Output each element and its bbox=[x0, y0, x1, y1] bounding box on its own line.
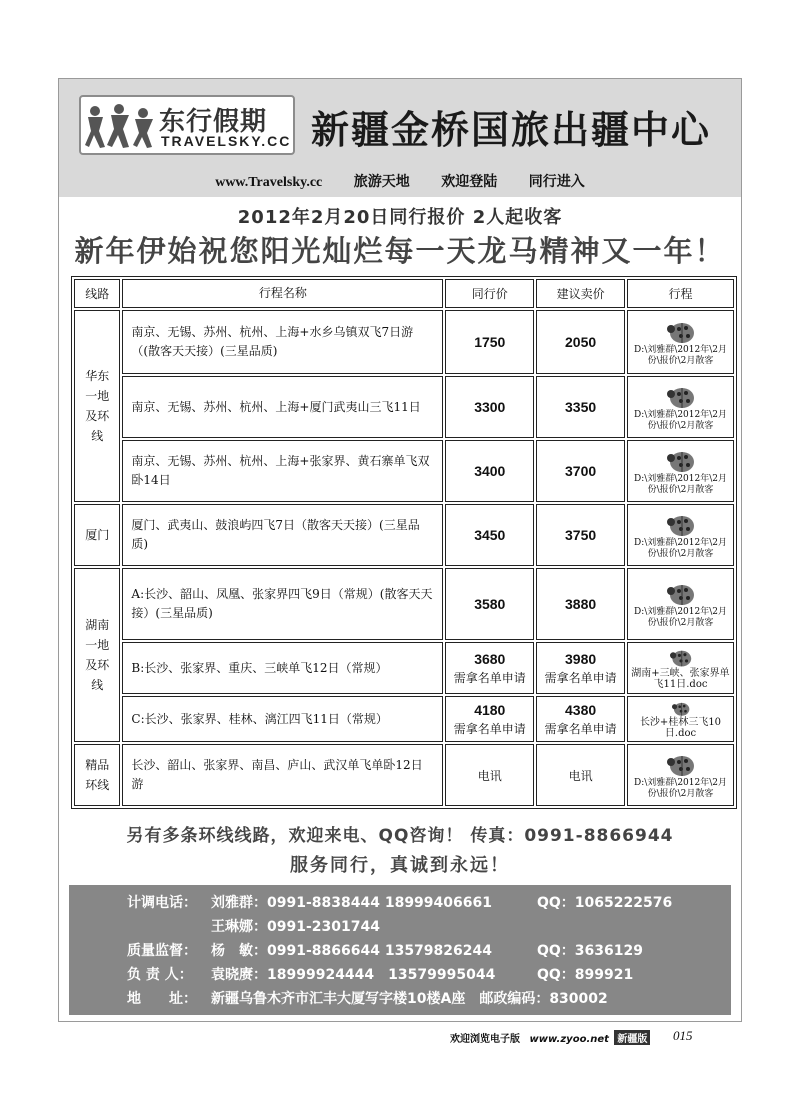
group-label-text: 华东一地及环线 bbox=[85, 369, 110, 443]
group-label-text: 湖南一地及环线 bbox=[85, 618, 110, 692]
itinerary-file-link[interactable] bbox=[627, 310, 734, 374]
itinerary-name: 长沙、韶山、张家界、南昌、庐山、武汉单飞单卧12日游 bbox=[122, 744, 443, 806]
ladybug-file-icon bbox=[670, 699, 692, 717]
header bbox=[59, 79, 741, 197]
nav-peer-entry-link[interactable]: 同行进入 bbox=[528, 175, 585, 190]
organization-title: 新疆金桥国旅出疆中心 bbox=[311, 108, 712, 152]
itinerary-name: 南京、无锡、苏州、杭州、上海+水乡乌镇双飞7日游（(散客天天接）(三星品质) bbox=[122, 310, 443, 374]
nav-travel-world-link[interactable]: 旅游天地 bbox=[353, 175, 410, 190]
retail-price bbox=[536, 568, 625, 640]
contact-qq: QQ：899921 bbox=[537, 967, 634, 983]
table-row bbox=[74, 642, 734, 694]
header-route: 线路 bbox=[74, 279, 120, 308]
itinerary-file-path: D:\刘雅群\2012年\2月份\报价\2月散客 bbox=[634, 607, 727, 628]
footer-url-link[interactable]: www.zyoo.net bbox=[529, 1034, 609, 1045]
peer-price-value: 3400 bbox=[474, 463, 506, 479]
itinerary-name: 厦门、武夷山、鼓浪屿四飞7日（散客天天接）(三星品质) bbox=[122, 504, 443, 566]
nav-login-link[interactable]: 欢迎登陆 bbox=[441, 175, 498, 190]
retail-price bbox=[536, 310, 625, 374]
ladybug-file-icon bbox=[666, 382, 696, 410]
contact-value: 王琳娜：0991-2301744 bbox=[211, 919, 380, 935]
header-peer-price: 同行价 bbox=[445, 279, 534, 308]
retail-price bbox=[536, 504, 625, 566]
peer-price-value: 3450 bbox=[474, 527, 506, 543]
group-label-east-china bbox=[74, 310, 120, 502]
retail-price bbox=[536, 744, 625, 806]
peer-price bbox=[445, 696, 534, 742]
contact-value: 新疆乌鲁木齐市汇丰大厦写字楼10楼A座 邮政编码：830002 bbox=[211, 991, 608, 1007]
page-number: 015 bbox=[673, 1028, 693, 1043]
group-label-text: 精品环线 bbox=[85, 758, 110, 792]
group-label-hunan bbox=[74, 568, 120, 742]
page-frame bbox=[58, 78, 742, 1022]
peer-price-value: 1750 bbox=[474, 334, 506, 350]
price-table bbox=[71, 276, 737, 809]
contact-qq: QQ：3636129 bbox=[537, 943, 643, 959]
quote-date-heading: 2012年2月20日同行报价 2人起收客 bbox=[237, 207, 563, 228]
peer-price-value: 3680 bbox=[474, 650, 506, 667]
ladybug-file-icon bbox=[666, 579, 696, 607]
itinerary-file-path: 长沙+桂林三飞10日.doc bbox=[639, 717, 722, 739]
peer-price-note: 需拿名单申请 bbox=[453, 721, 526, 736]
group-label-xiamen: 厦门 bbox=[74, 504, 120, 566]
ladybug-file-icon bbox=[666, 446, 696, 474]
ladybug-file-icon bbox=[666, 750, 696, 778]
retail-price-value: 电讯 bbox=[568, 768, 593, 783]
peer-price bbox=[445, 568, 534, 640]
itinerary-file-link[interactable] bbox=[627, 642, 734, 694]
itinerary-file-path: D:\刘雅群\2012年\2月份\报价\2月散客 bbox=[634, 538, 727, 559]
contact-label: 负 责 人： bbox=[127, 967, 193, 983]
peer-price bbox=[445, 376, 534, 438]
logo-english-text: TRAVELSKY.CC bbox=[161, 133, 292, 149]
table-row bbox=[74, 376, 734, 438]
retail-price bbox=[536, 642, 625, 694]
peer-price-value: 3300 bbox=[474, 399, 506, 415]
itinerary-file-path: D:\刘雅群\2012年\2月份\报价\2月散客 bbox=[634, 345, 727, 366]
table-row bbox=[74, 440, 734, 502]
peer-price-value: 电讯 bbox=[477, 768, 502, 783]
travelers-logo-icon bbox=[85, 103, 157, 149]
itinerary-file-path: D:\刘雅群\2012年\2月份\报价\2月散客 bbox=[634, 410, 727, 431]
retail-price-value: 2050 bbox=[565, 334, 597, 350]
retail-price-value: 3980 bbox=[565, 650, 597, 667]
footer-edition-badge: 新疆版 bbox=[614, 1030, 650, 1045]
peer-price bbox=[445, 440, 534, 502]
retail-price-value: 3750 bbox=[565, 527, 597, 543]
peer-price-value: 4180 bbox=[474, 701, 506, 718]
itinerary-name: C:长沙、张家界、桂林、漓江四飞11日（常规） bbox=[122, 696, 443, 742]
retail-price-note: 需拿名单申请 bbox=[544, 670, 617, 685]
itinerary-name: A:长沙、韶山、凤凰、张家界四飞9日（常规）(散客天天接）(三星品质) bbox=[122, 568, 443, 640]
itinerary-file-path: D:\刘雅群\2012年\2月份\报价\2月散客 bbox=[634, 778, 727, 799]
header-itinerary-name: 行程名称 bbox=[122, 279, 443, 308]
itinerary-file-link[interactable] bbox=[627, 568, 734, 640]
itinerary-file-link[interactable] bbox=[627, 376, 734, 438]
peer-price-note: 需拿名单申请 bbox=[453, 670, 526, 685]
itinerary-file-path: 湖南+三峡、张家界单飞11日.doc bbox=[631, 668, 730, 690]
contact-label: 计调电话： bbox=[127, 895, 197, 911]
peer-price-value: 3580 bbox=[474, 596, 506, 612]
retail-price bbox=[536, 376, 625, 438]
contact-value: 杨 敏：0991-8866644 13579826244 bbox=[211, 943, 492, 959]
itinerary-file-link[interactable] bbox=[627, 696, 734, 742]
contact-label: 质量监督： bbox=[127, 943, 197, 959]
retail-price-value: 3880 bbox=[565, 596, 597, 612]
ladybug-file-icon bbox=[668, 646, 694, 668]
group-label-premium bbox=[74, 744, 120, 806]
contact-value: 袁晓赓：18999924444 13579995044 bbox=[211, 967, 496, 983]
logo-chinese-text: 东行假期 bbox=[159, 107, 268, 137]
slogan-heading: 新年伊始祝您阳光灿烂每一天龙马精神又一年！ bbox=[74, 234, 726, 268]
retail-price bbox=[536, 696, 625, 742]
retail-price-value: 3350 bbox=[565, 399, 597, 415]
retail-price-note: 需拿名单申请 bbox=[544, 721, 617, 736]
ladybug-file-icon bbox=[666, 317, 696, 345]
footer-text: 欢迎浏览电子版 bbox=[450, 1034, 520, 1045]
service-motto: 服务同行，真诚到永远！ bbox=[290, 855, 510, 876]
itinerary-name: 南京、无锡、苏州、杭州、上海+厦门武夷山三飞11日 bbox=[122, 376, 443, 438]
contact-qq: QQ：1065222576 bbox=[537, 895, 673, 911]
table-row bbox=[74, 504, 734, 566]
nav-bar bbox=[59, 169, 741, 197]
retail-price-value: 4380 bbox=[565, 701, 597, 718]
peer-price bbox=[445, 642, 534, 694]
itinerary-name: 南京、无锡、苏州、杭州、上海+张家界、黄石寨单飞双卧14日 bbox=[122, 440, 443, 502]
more-routes-notice: 另有多条环线线路，欢迎来电、QQ咨询！ 传真：0991-8866944 bbox=[126, 826, 674, 846]
contact-label: 地 址： bbox=[127, 991, 197, 1007]
contact-value: 刘雅群：0991-8838444 18999406661 bbox=[211, 895, 492, 911]
table-row bbox=[74, 744, 734, 806]
itinerary-file-link[interactable] bbox=[627, 744, 734, 806]
ladybug-file-icon bbox=[666, 510, 696, 538]
table-header-row bbox=[74, 279, 734, 308]
header-retail-price: 建议卖价 bbox=[536, 279, 625, 308]
itinerary-file-link[interactable] bbox=[627, 440, 734, 502]
table-row bbox=[74, 568, 734, 640]
contact-panel bbox=[69, 885, 731, 1015]
itinerary-file-path: D:\刘雅群\2012年\2月份\报价\2月散客 bbox=[634, 474, 727, 495]
itinerary-file-link[interactable] bbox=[627, 504, 734, 566]
retail-price bbox=[536, 440, 625, 502]
header-itinerary-file: 行程 bbox=[627, 279, 734, 308]
table-row bbox=[74, 310, 734, 374]
logo[interactable] bbox=[79, 95, 295, 155]
itinerary-name: B:长沙、张家界、重庆、三峡单飞12日（常规） bbox=[122, 642, 443, 694]
peer-price bbox=[445, 744, 534, 806]
peer-price bbox=[445, 310, 534, 374]
peer-price bbox=[445, 504, 534, 566]
footer-bar bbox=[450, 1030, 650, 1046]
retail-price-value: 3700 bbox=[565, 463, 597, 479]
nav-website-link[interactable]: www.Travelsky.cc bbox=[215, 175, 323, 190]
table-row bbox=[74, 696, 734, 742]
